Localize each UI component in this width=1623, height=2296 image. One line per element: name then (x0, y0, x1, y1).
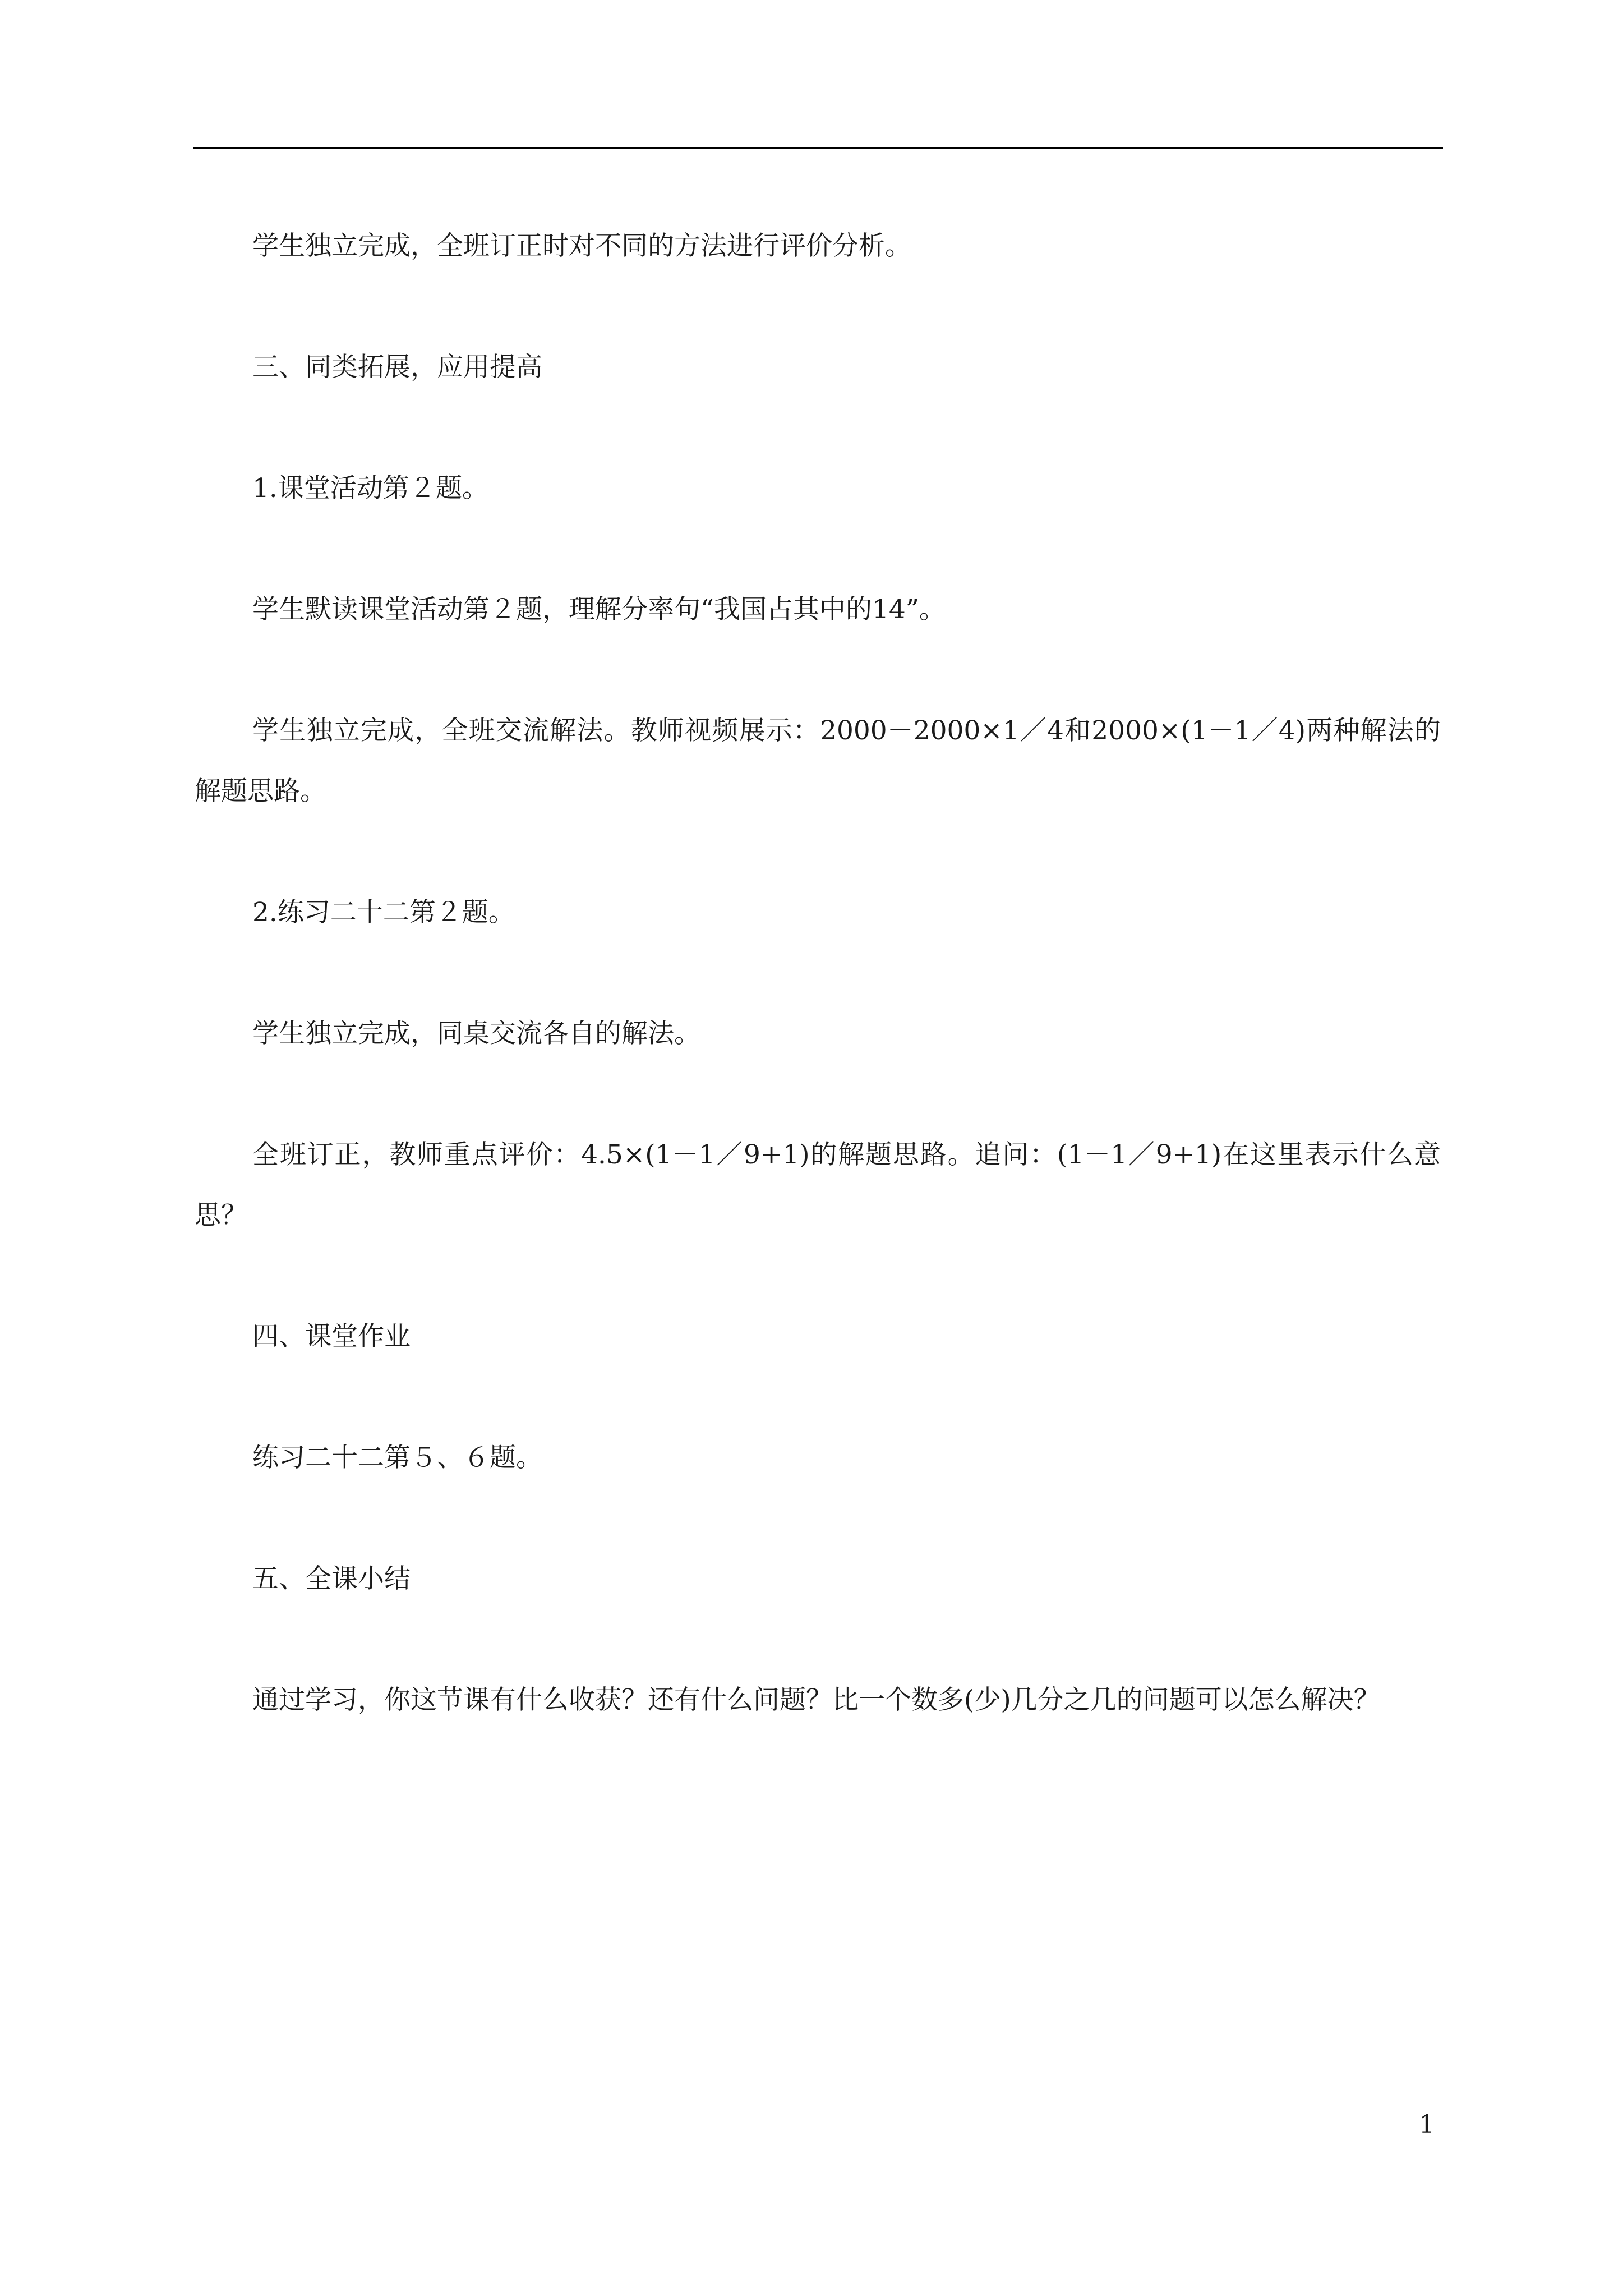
document-body (195, 216, 1441, 1731)
section-heading-extension: 三、同类拓展，应用提高 (252, 352, 542, 383)
paragraph-review-note: 学生独立完成，全班订正时对不同的方法进行评价分析。 (252, 231, 911, 261)
paragraph-silent-reading: 学生默读课堂活动第２题，理解分率句“我国占其中的14”。 (252, 594, 946, 625)
section-heading-homework: 四、课堂作业 (252, 1321, 411, 1352)
item-exercise-22-2: 2.练习二十二第２题。 (252, 897, 515, 928)
paragraph-desk-exchange: 学生独立完成，同桌交流各自的解法。 (252, 1018, 700, 1049)
header-rule (193, 147, 1443, 149)
paragraph-summary-questions: 通过学习，你这节课有什么收获？还有什么问题？比一个数多(少)几分之几的问题可以怎么解决？ (252, 1685, 1380, 1715)
item-class-activity-2: 1.课堂活动第２题。 (252, 473, 488, 504)
paragraph-class-correction: 全班订正，教师重点评价：4.5×(1－1／9+1)的解题思路。追问：(1－1／9+1)在这里表示什么意思？ (195, 1139, 1441, 1231)
section-heading-summary: 五、全课小结 (252, 1563, 411, 1594)
paragraph-video-demo: 学生独立完成，全班交流解法。教师视频展示：2000－2000×1／4和2000×(1－1／4)两种解法的解题思路。 (195, 715, 1441, 807)
page-number: 1 (1419, 2110, 1435, 2139)
item-exercise-22-5-6: 练习二十二第５、６题。 (252, 1442, 542, 1473)
